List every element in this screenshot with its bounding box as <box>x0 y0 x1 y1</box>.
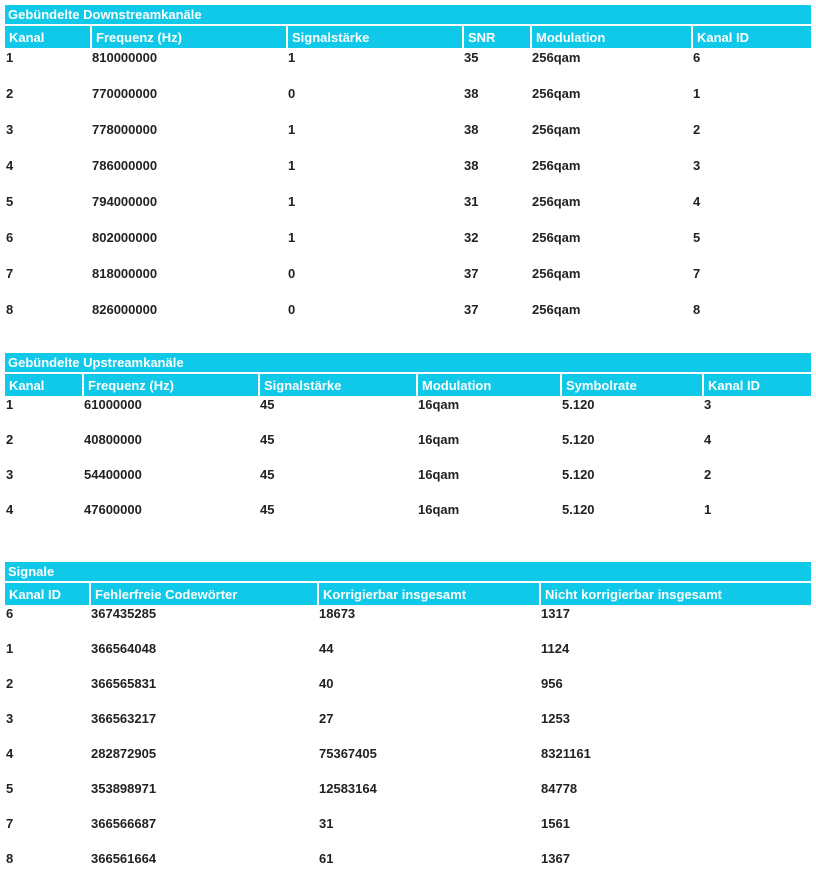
table-cell: 256qam <box>532 266 581 281</box>
table-cell: 4 <box>6 502 14 517</box>
table-row <box>5 396 811 431</box>
table-cell: 18673 <box>319 606 356 621</box>
col-header: Kanal ID <box>5 583 90 605</box>
table-cell: 3 <box>704 397 712 412</box>
col-header: Symbolrate <box>561 374 703 396</box>
table-cell: 8321161 <box>541 746 591 761</box>
table-cell: 2 <box>704 467 712 482</box>
col-header: SNR <box>463 26 531 48</box>
table-cell: 38 <box>464 158 479 173</box>
table-cell: 5 <box>6 781 14 796</box>
upstream-table <box>5 374 811 536</box>
table-cell: 45 <box>260 432 275 447</box>
col-header: Frequenz (Hz) <box>83 374 259 396</box>
table-cell: 61 <box>319 851 334 866</box>
table-cell: 1 <box>6 641 14 656</box>
table-cell: 7 <box>693 266 701 281</box>
table-cell: 794000000 <box>92 194 158 209</box>
table-row <box>5 501 811 536</box>
table-cell: 5.120 <box>562 432 595 447</box>
table-cell: 12583164 <box>319 781 377 796</box>
table-cell: 38 <box>464 86 479 101</box>
table-cell: 1 <box>6 50 14 65</box>
table-cell: 1 <box>6 397 14 412</box>
table-cell: 1124 <box>541 641 570 656</box>
signals-body <box>5 605 811 885</box>
table-cell: 0 <box>288 266 296 281</box>
table-cell: 282872905 <box>91 746 157 761</box>
table-cell: 75367405 <box>319 746 377 761</box>
table-row <box>5 156 811 192</box>
table-cell: 31 <box>319 816 334 831</box>
table-cell: 1 <box>288 50 296 65</box>
signals-section <box>5 562 811 885</box>
table-row <box>5 745 811 780</box>
table-cell: 8 <box>693 302 701 317</box>
table-cell: 16qam <box>418 432 460 447</box>
table-cell: 256qam <box>532 86 581 101</box>
table-row <box>5 192 811 228</box>
table-cell: 3 <box>6 122 14 137</box>
table-cell: 5 <box>6 194 14 209</box>
table-cell: 16qam <box>418 502 460 517</box>
table-row <box>5 228 811 264</box>
table-cell: 256qam <box>532 302 581 317</box>
table-cell: 3 <box>6 467 14 482</box>
table-cell: 54400000 <box>84 467 142 482</box>
table-cell: 3 <box>693 158 701 173</box>
table-cell: 45 <box>260 502 275 517</box>
col-header: Signalstärke <box>259 374 417 396</box>
table-cell: 8 <box>6 302 14 317</box>
table-cell: 37 <box>464 266 479 281</box>
table-cell: 4 <box>6 158 14 173</box>
table-cell: 1 <box>693 86 701 101</box>
table-cell: 5.120 <box>562 397 595 412</box>
col-header: Modulation <box>531 26 692 48</box>
table-cell: 1253 <box>541 711 570 726</box>
table-cell: 6 <box>6 606 14 621</box>
table-cell: 818000000 <box>92 266 158 281</box>
table-cell: 256qam <box>532 122 581 137</box>
table-cell: 2 <box>6 676 14 691</box>
table-cell: 1367 <box>541 851 570 866</box>
table-cell: 366561664 <box>91 851 157 866</box>
upstream-title: Gebündelte Upstreamkanäle <box>5 353 811 374</box>
table-cell: 366564048 <box>91 641 157 656</box>
table-cell: 38 <box>464 122 479 137</box>
table-cell: 1 <box>288 158 296 173</box>
table-cell: 31 <box>464 194 479 209</box>
downstream-body <box>5 48 811 336</box>
signals-table <box>5 583 811 885</box>
col-header: Kanal <box>5 374 83 396</box>
downstream-table <box>5 26 811 336</box>
table-cell: 802000000 <box>92 230 158 245</box>
table-cell: 4 <box>704 432 712 447</box>
col-header: Frequenz (Hz) <box>91 26 287 48</box>
upstream-body <box>5 396 811 536</box>
table-cell: 367435285 <box>91 606 157 621</box>
table-cell: 5.120 <box>562 502 595 517</box>
table-cell: 2 <box>6 86 14 101</box>
table-row <box>5 710 811 745</box>
table-cell: 61000000 <box>84 397 142 412</box>
table-row <box>5 300 811 336</box>
col-header: Korrigierbar insgesamt <box>318 583 540 605</box>
signals-header-row <box>5 583 811 605</box>
table-row <box>5 780 811 815</box>
table-cell: 1 <box>704 502 712 517</box>
table-cell: 5 <box>693 230 701 245</box>
downstream-section <box>5 5 811 336</box>
signals-title: Signale <box>5 562 811 583</box>
table-cell: 770000000 <box>92 86 158 101</box>
table-row <box>5 48 811 84</box>
table-cell: 4 <box>6 746 14 761</box>
table-cell: 2 <box>6 432 14 447</box>
table-row <box>5 264 811 300</box>
table-cell: 5.120 <box>562 467 595 482</box>
table-cell: 366566687 <box>91 816 157 831</box>
table-cell: 1317 <box>541 606 570 621</box>
table-cell: 256qam <box>532 194 581 209</box>
table-cell: 810000000 <box>92 50 158 65</box>
downstream-header-row <box>5 26 811 48</box>
table-cell: 1 <box>288 122 296 137</box>
table-cell: 16qam <box>418 467 460 482</box>
table-cell: 786000000 <box>92 158 158 173</box>
table-row <box>5 815 811 850</box>
table-cell: 1561 <box>541 816 570 831</box>
table-row <box>5 605 811 640</box>
upstream-header-row <box>5 374 811 396</box>
col-header: Signalstärke <box>287 26 463 48</box>
table-cell: 37 <box>464 302 479 317</box>
table-cell: 8 <box>6 851 14 866</box>
col-header: Fehlerfreie Codewörter <box>90 583 318 605</box>
table-cell: 778000000 <box>92 122 158 137</box>
table-cell: 16qam <box>418 397 460 412</box>
table-row <box>5 466 811 501</box>
col-header: Kanal <box>5 26 91 48</box>
table-cell: 6 <box>6 230 14 245</box>
table-cell: 0 <box>288 86 296 101</box>
table-row <box>5 84 811 120</box>
table-cell: 84778 <box>541 781 578 796</box>
table-cell: 826000000 <box>92 302 158 317</box>
table-row <box>5 675 811 710</box>
col-header: Nicht korrigierbar insgesamt <box>540 583 811 605</box>
table-cell: 40 <box>319 676 334 691</box>
downstream-title: Gebündelte Downstreamkanäle <box>5 5 811 26</box>
table-cell: 44 <box>319 641 334 656</box>
table-cell: 6 <box>693 50 701 65</box>
table-cell: 35 <box>464 50 479 65</box>
table-row <box>5 640 811 675</box>
table-cell: 47600000 <box>84 502 142 517</box>
table-cell: 366563217 <box>91 711 157 726</box>
table-cell: 956 <box>541 676 563 691</box>
table-cell: 27 <box>319 711 334 726</box>
table-cell: 366565831 <box>91 676 157 691</box>
table-cell: 1 <box>288 230 296 245</box>
table-cell: 256qam <box>532 50 581 65</box>
table-cell: 353898971 <box>91 781 157 796</box>
table-cell: 32 <box>464 230 479 245</box>
col-header: Kanal ID <box>703 374 811 396</box>
table-cell: 1 <box>288 194 296 209</box>
table-cell: 256qam <box>532 230 581 245</box>
table-cell: 7 <box>6 816 14 831</box>
table-cell: 2 <box>693 122 701 137</box>
table-cell: 45 <box>260 397 275 412</box>
table-cell: 45 <box>260 467 275 482</box>
col-header: Kanal ID <box>692 26 811 48</box>
table-cell: 4 <box>693 194 701 209</box>
table-cell: 256qam <box>532 158 581 173</box>
col-header: Modulation <box>417 374 561 396</box>
table-cell: 7 <box>6 266 14 281</box>
table-cell: 0 <box>288 302 296 317</box>
table-row <box>5 431 811 466</box>
table-cell: 3 <box>6 711 14 726</box>
table-row <box>5 850 811 885</box>
table-row <box>5 120 811 156</box>
upstream-section <box>5 353 811 536</box>
table-cell: 40800000 <box>84 432 142 447</box>
